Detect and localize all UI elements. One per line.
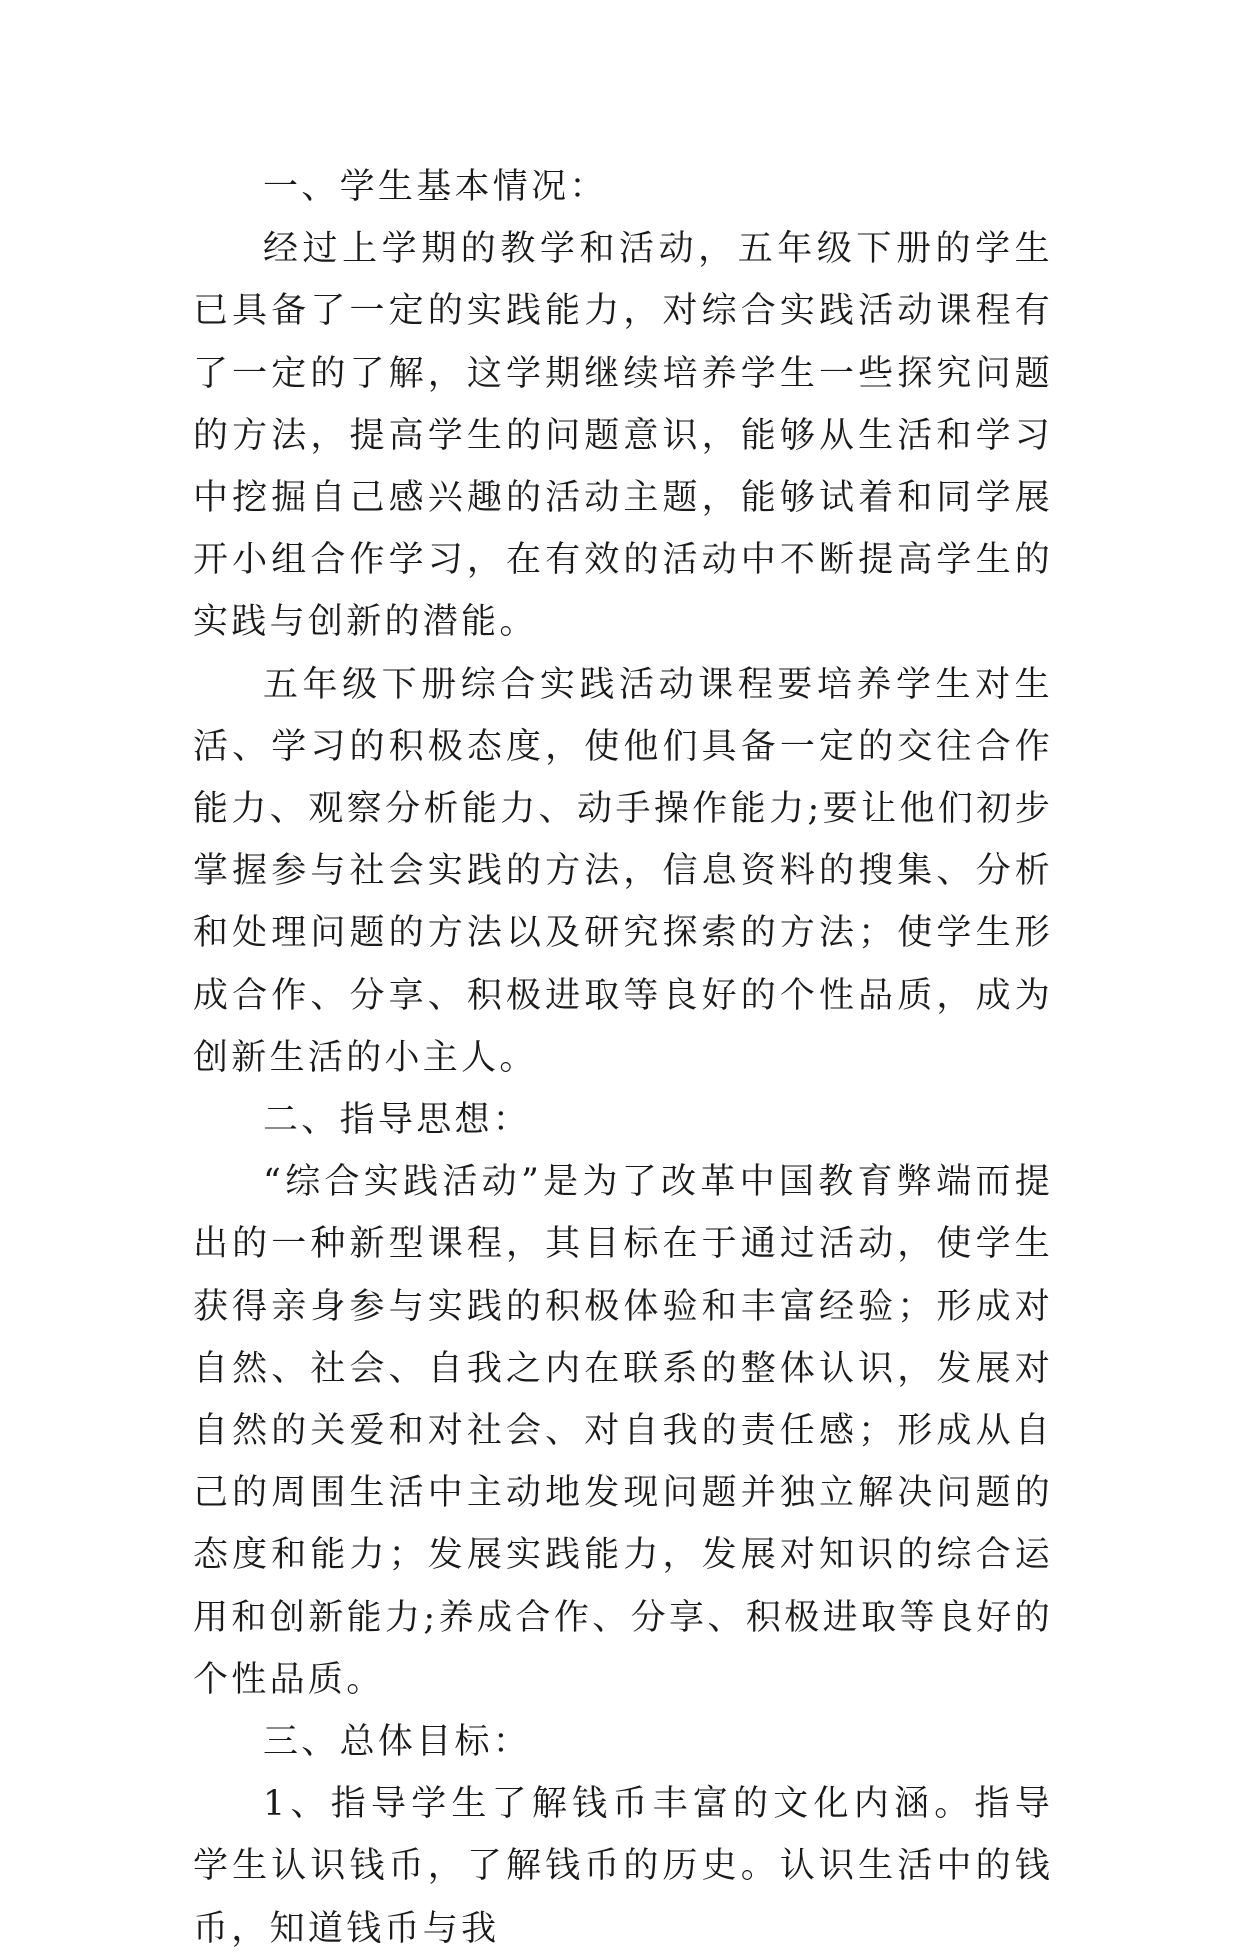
paragraph-student-situation-2: 五年级下册综合实践活动课程要培养学生对生活、学习的积极态度，使他们具备一定的交往合作能力、观察分析能力、动手操作能力;要让他们初步掌握参与社会实践的方法，信息资料的搜集、分析和处理问题的方法以及研究探索的方法；使学生形成合作、分享、积极进取等良好的个性品质，成为创新生活的小主人。 — [193, 664, 1053, 1078]
document-body — [193, 156, 1053, 1960]
section-heading-overall-goals: 三、总体目标： — [263, 1722, 532, 1763]
paragraph-goal-1: 1、指导学生了解钱币丰富的文化内涵。指导学生认识钱币，了解钱币的历史。认识生活中的钱币，知道钱币与我 — [193, 1784, 1053, 1949]
section-heading-guiding-thought: 二、指导思想： — [263, 1100, 532, 1141]
paragraph-student-situation-1: 经过上学期的教学和活动，五年级下册的学生已具备了一定的实践能力，对综合实践活动课程有了一定的了解，这学期继续培养学生一些探究问题的方法，提高学生的问题意识，能够从生活和学习中挖掘自己感兴趣的活动主题，能够试着和同学展开小组合作学习，在有效的活动中不断提高学生的实践与创新的潜能。 — [193, 229, 1053, 643]
section-heading-student-situation: 一、学生基本情况： — [263, 167, 608, 207]
paragraph-guiding-thought: “综合实践活动”是为了改革中国教育弊端而提出的一种新型课程，其目标在于通过活动，使学生获得亲身参与实践的积极体验和丰富经验；形成对自然、社会、自我之内在联系的整体认识，发展对自然的关爱和对社会、对自我的责任感；形成从自己的周围生活中主动地发现问题并独立解决问题的态度和能力；发展实践能力，发展对知识的综合运用和创新能力;养成合作、分享、积极进取等良好的个性品质。 — [193, 1162, 1053, 1700]
